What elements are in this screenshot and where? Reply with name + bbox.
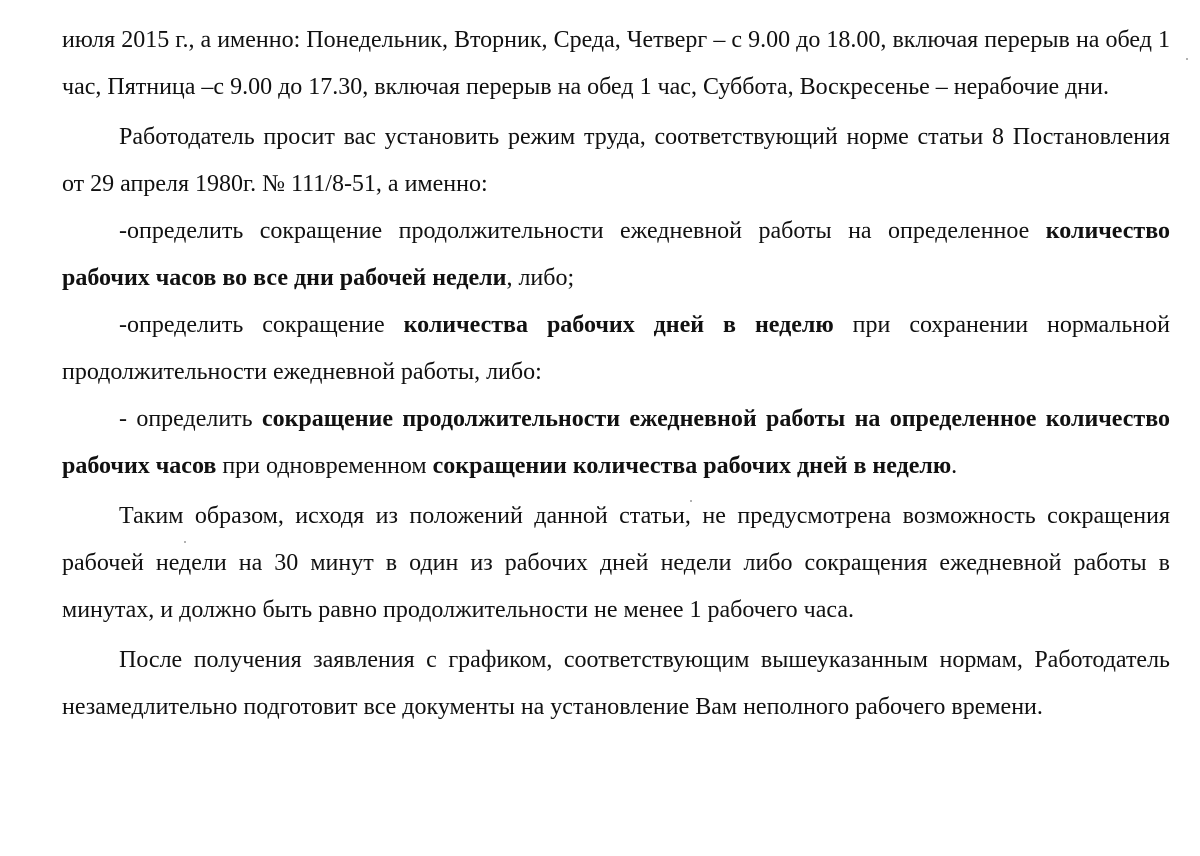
paragraph-text: , либо; — [506, 265, 575, 291]
paragraph-option-combined — [62, 396, 1170, 490]
paragraph-schedule — [62, 17, 1170, 111]
paragraph-text: После получения заявления с графиком, соответствующим вышеуказанным нормам, Работодатель незамедлительно подготовит все документы на установление Вам неполного рабочего времени. — [62, 647, 1170, 720]
bold-phrase: количества рабочих дней в неделю — [403, 312, 834, 338]
paragraph-next-steps — [62, 637, 1170, 731]
paragraph-text: - определить — [119, 406, 262, 432]
paragraph-text: . — [951, 453, 958, 479]
paragraph-text: при одновременном — [216, 453, 433, 479]
scan-speck — [184, 541, 186, 543]
paragraph-text: Таким образом, исходя из положений данной статьи, не предусмотрена возможность сокращения рабочей недели на 30 минут в один из рабочих дней недели либо сокращения ежедневной работы в минутах, и должно быть равно продолжительности не менее 1 рабочего часа. — [62, 503, 1170, 623]
paragraph-text: Работодатель просит вас установить режим труда, соответствующий норме статьи 8 Постановления от 29 апреля 1980г. № 111/8-51, а именно: — [62, 124, 1170, 197]
bold-phrase: сокращение продолжительности ежедневной работы на определенное количество рабочих часов — [62, 406, 1170, 479]
scan-speck — [1186, 58, 1188, 60]
paragraph-option-days — [62, 302, 1170, 396]
scan-speck — [690, 500, 692, 502]
bold-phrase: сокращении количества рабочих дней в неделю — [432, 453, 952, 479]
paragraph-conclusion — [62, 493, 1170, 634]
bold-phrase: количество рабочих часов во все дни рабочей недели — [62, 218, 1170, 291]
paragraph-text: при сохранении нормальной продолжительности ежедневной работы, либо: — [62, 312, 1170, 385]
paragraph-text: -определить сокращение — [119, 312, 404, 338]
paragraph-employer-request — [62, 114, 1170, 208]
paragraph-text: -определить сокращение продолжительности ежедневной работы на определенное — [119, 218, 1046, 244]
paragraph-text: июля 2015 г., а именно: Понедельник, Вторник, Среда, Четверг – с 9.00 до 18.00, включая перерыв на обед 1 час, Пятница –с 9.00 до 17.30, включая перерыв на обед 1 час, Суббота, Воскресенье – нерабочие дни. — [62, 27, 1170, 100]
paragraph-option-hours — [62, 208, 1170, 302]
